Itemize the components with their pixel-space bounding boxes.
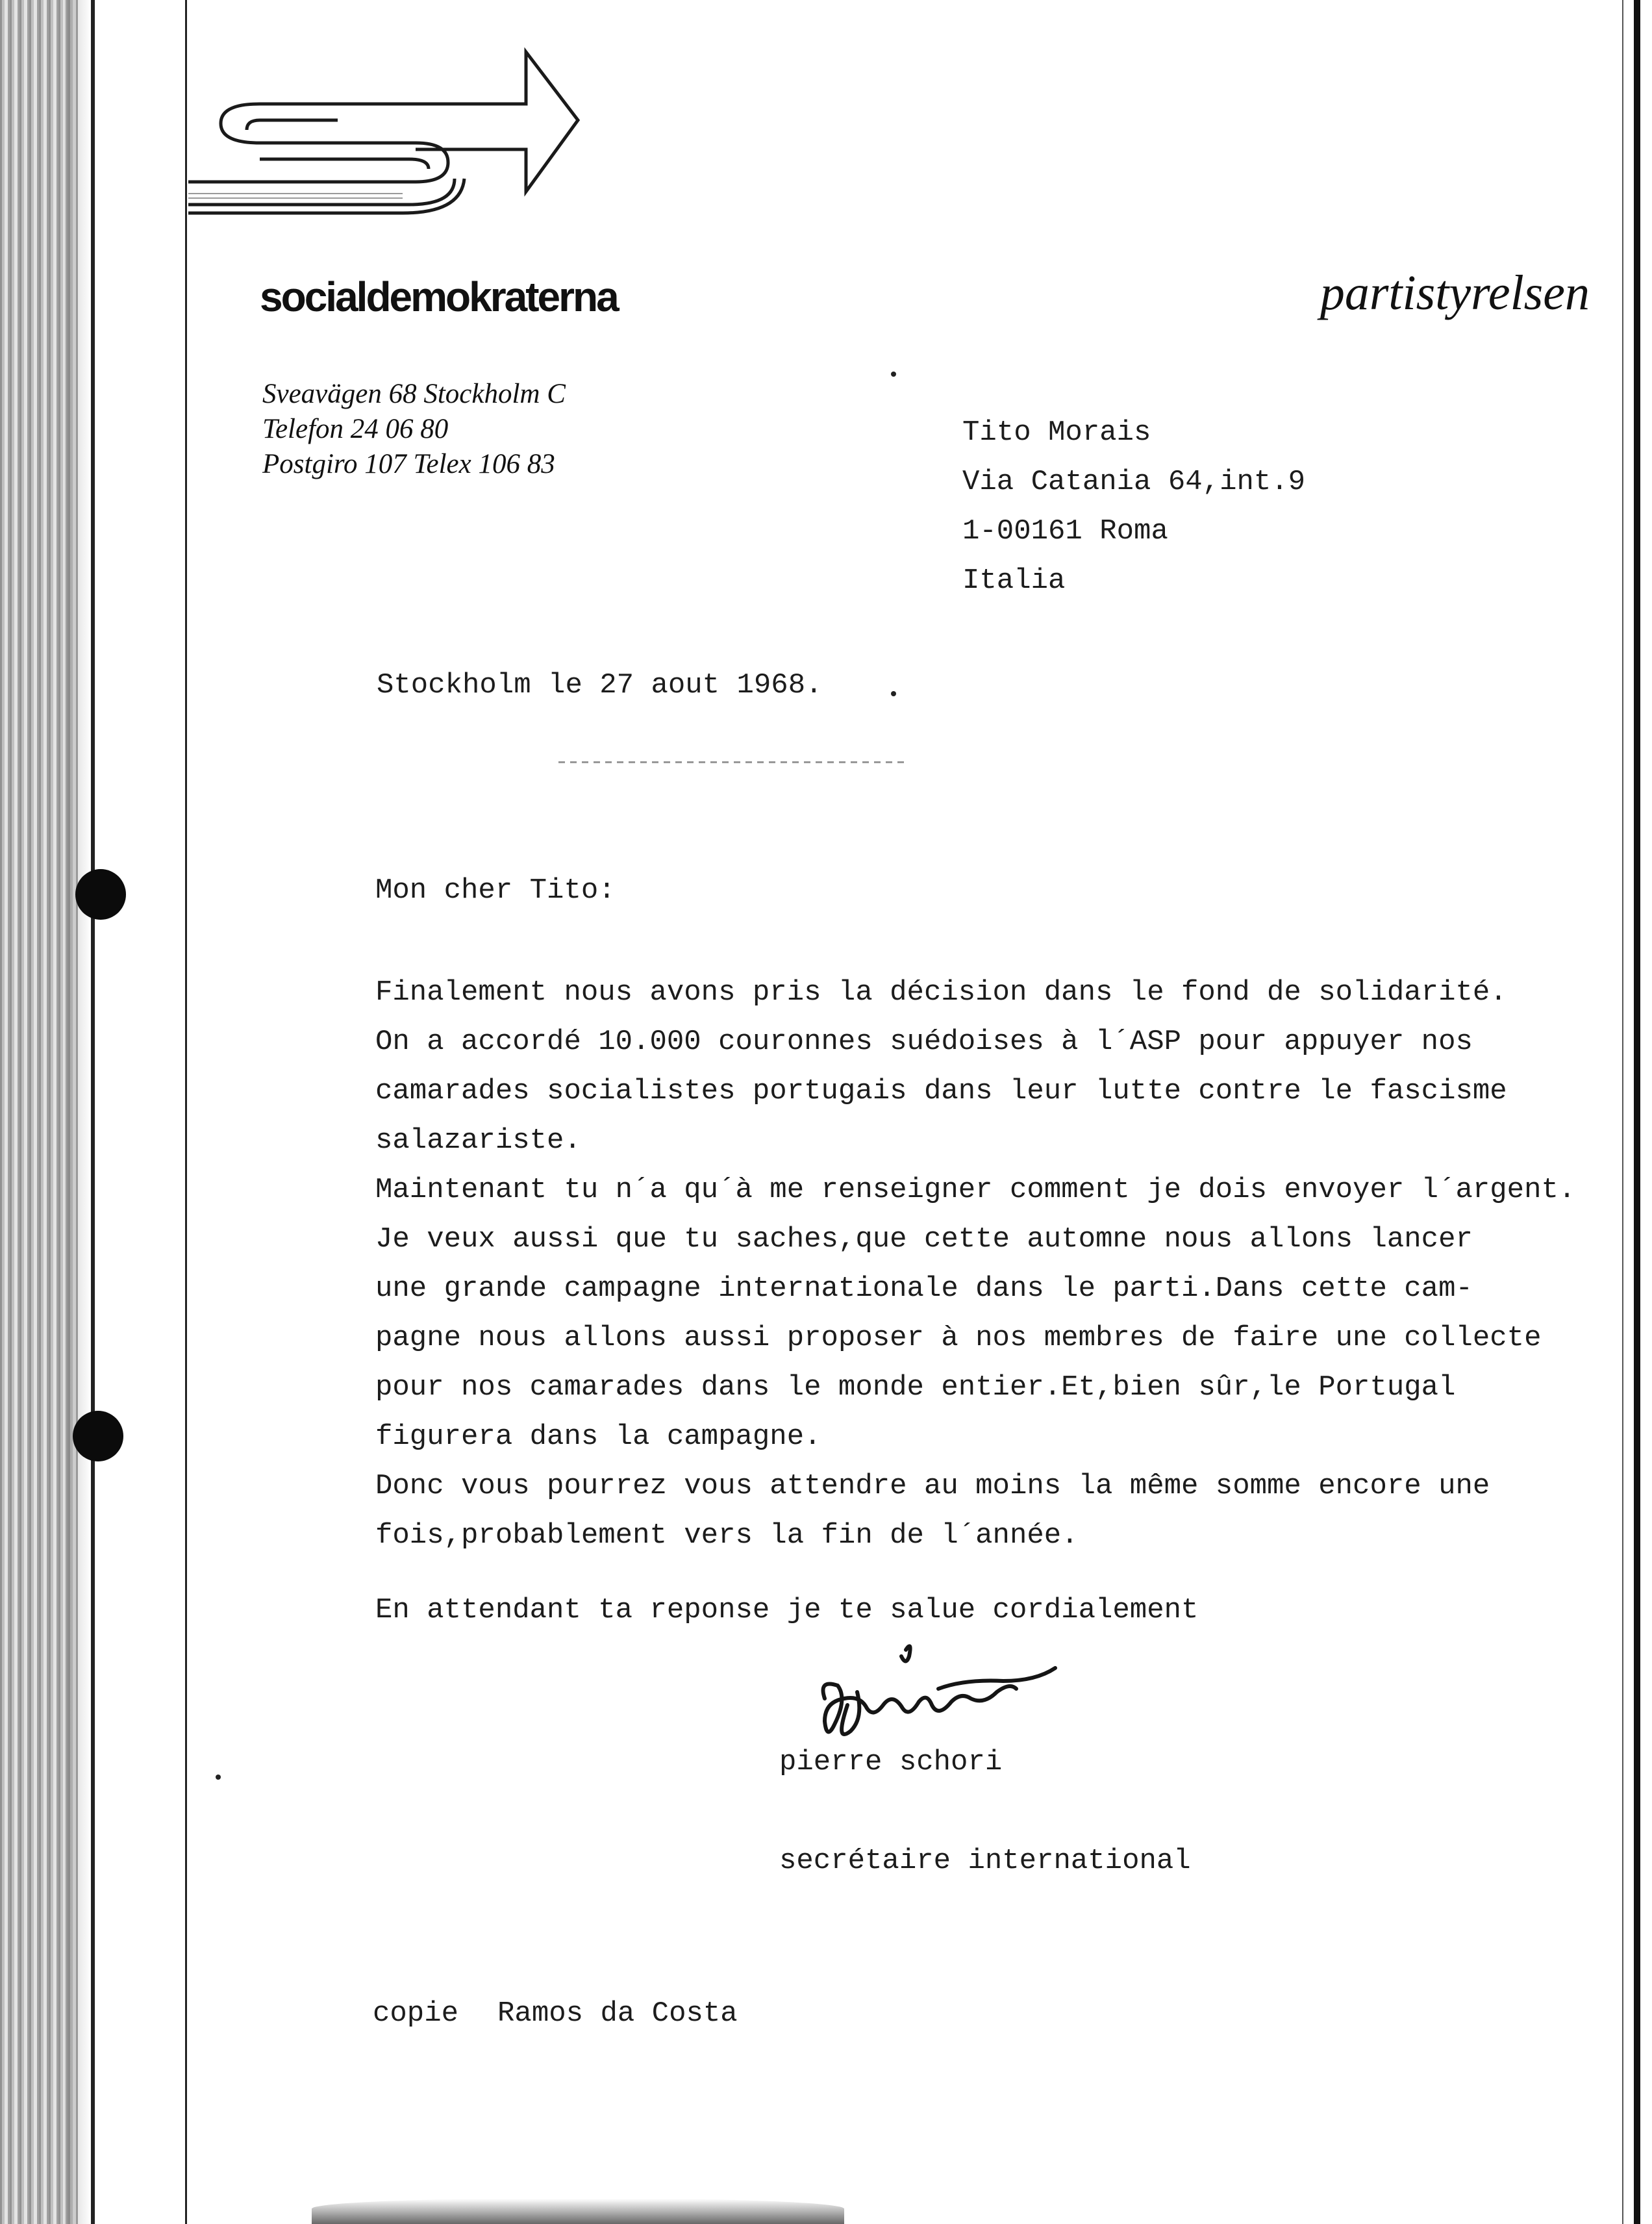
signer-name: pierre schori	[779, 1746, 1003, 1778]
body-line: Finalement nous avons pris la décision dans le fond de solidarité.	[375, 976, 1507, 1009]
handwritten-signature-icon	[808, 1640, 1062, 1757]
scan-speck	[216, 1775, 221, 1780]
recipient-line: Italia	[962, 564, 1066, 597]
department-heading: partistyrelsen	[1320, 266, 1590, 320]
signer-title: secrétaire international	[779, 1845, 1191, 1877]
party-name-wordmark: socialdemokraterna	[260, 273, 618, 320]
body-line: fois,probablement vers la fin de l´année.	[375, 1519, 1079, 1552]
body-line: Donc vous pourrez vous attendre au moins la même somme encore une	[375, 1470, 1490, 1502]
letter-body	[375, 968, 1609, 1560]
copy-label: copie	[373, 1997, 459, 2030]
body-line: camarades socialistes portugais dans leur lutte contre le fascisme	[375, 1075, 1507, 1107]
copy-line	[373, 1997, 738, 2030]
party-logo-arrow-icon	[188, 45, 591, 260]
recipient-line: 1-00161 Roma	[962, 515, 1168, 548]
margin-line-inner	[185, 0, 187, 2224]
margin-line-left	[91, 0, 95, 2224]
sender-postgiro-line: Postgiro 107 Telex 106 83	[262, 449, 555, 479]
body-line: une grande campagne internationale dans le parti.Dans cette cam-	[375, 1272, 1473, 1305]
recipient-address-block	[962, 408, 1305, 605]
faint-divider	[558, 761, 909, 763]
letter-date: Stockholm le 27 aout 1968.	[377, 669, 823, 701]
scan-edge-fade	[65, 0, 91, 2224]
scan-speck	[891, 372, 896, 377]
scan-speck	[891, 691, 896, 696]
body-line: Maintenant tu n´a qu´à me renseigner comment je dois envoyer l´argent.	[375, 1174, 1576, 1206]
body-line: figurera dans la campagne.	[375, 1421, 821, 1453]
sender-phone-line: Telefon 24 06 80	[262, 414, 449, 444]
margin-line-right-inner	[1622, 0, 1623, 2224]
margin-line-right	[1634, 0, 1640, 2224]
body-line: pour nos camarades dans le monde entier.Et,bien sûr,le Portugal	[375, 1371, 1456, 1404]
copy-recipient: Ramos da Costa	[497, 1997, 738, 2030]
sender-address-block	[262, 377, 566, 482]
recipient-line: Via Catania 64,int.9	[962, 466, 1306, 498]
punch-hole-upper	[75, 869, 126, 920]
scan-smudge-bottom	[312, 2199, 844, 2224]
punch-hole-lower	[73, 1411, 123, 1461]
body-line: On a accordé 10.000 couronnes suédoises à l´ASP pour appuyer nos	[375, 1026, 1473, 1058]
body-line: salazariste.	[375, 1124, 581, 1157]
sender-address-line: Sveavägen 68 Stockholm C	[262, 379, 566, 409]
body-line: pagne nous allons aussi proposer à nos membres de faire une collecte	[375, 1322, 1542, 1354]
closing-line: En attendant ta reponse je te salue cordialement	[375, 1594, 1199, 1626]
body-line: Je veux aussi que tu saches,que cette automne nous allons lancer	[375, 1223, 1473, 1256]
salutation: Mon cher Tito:	[375, 874, 616, 907]
recipient-line: Tito Morais	[962, 416, 1151, 449]
